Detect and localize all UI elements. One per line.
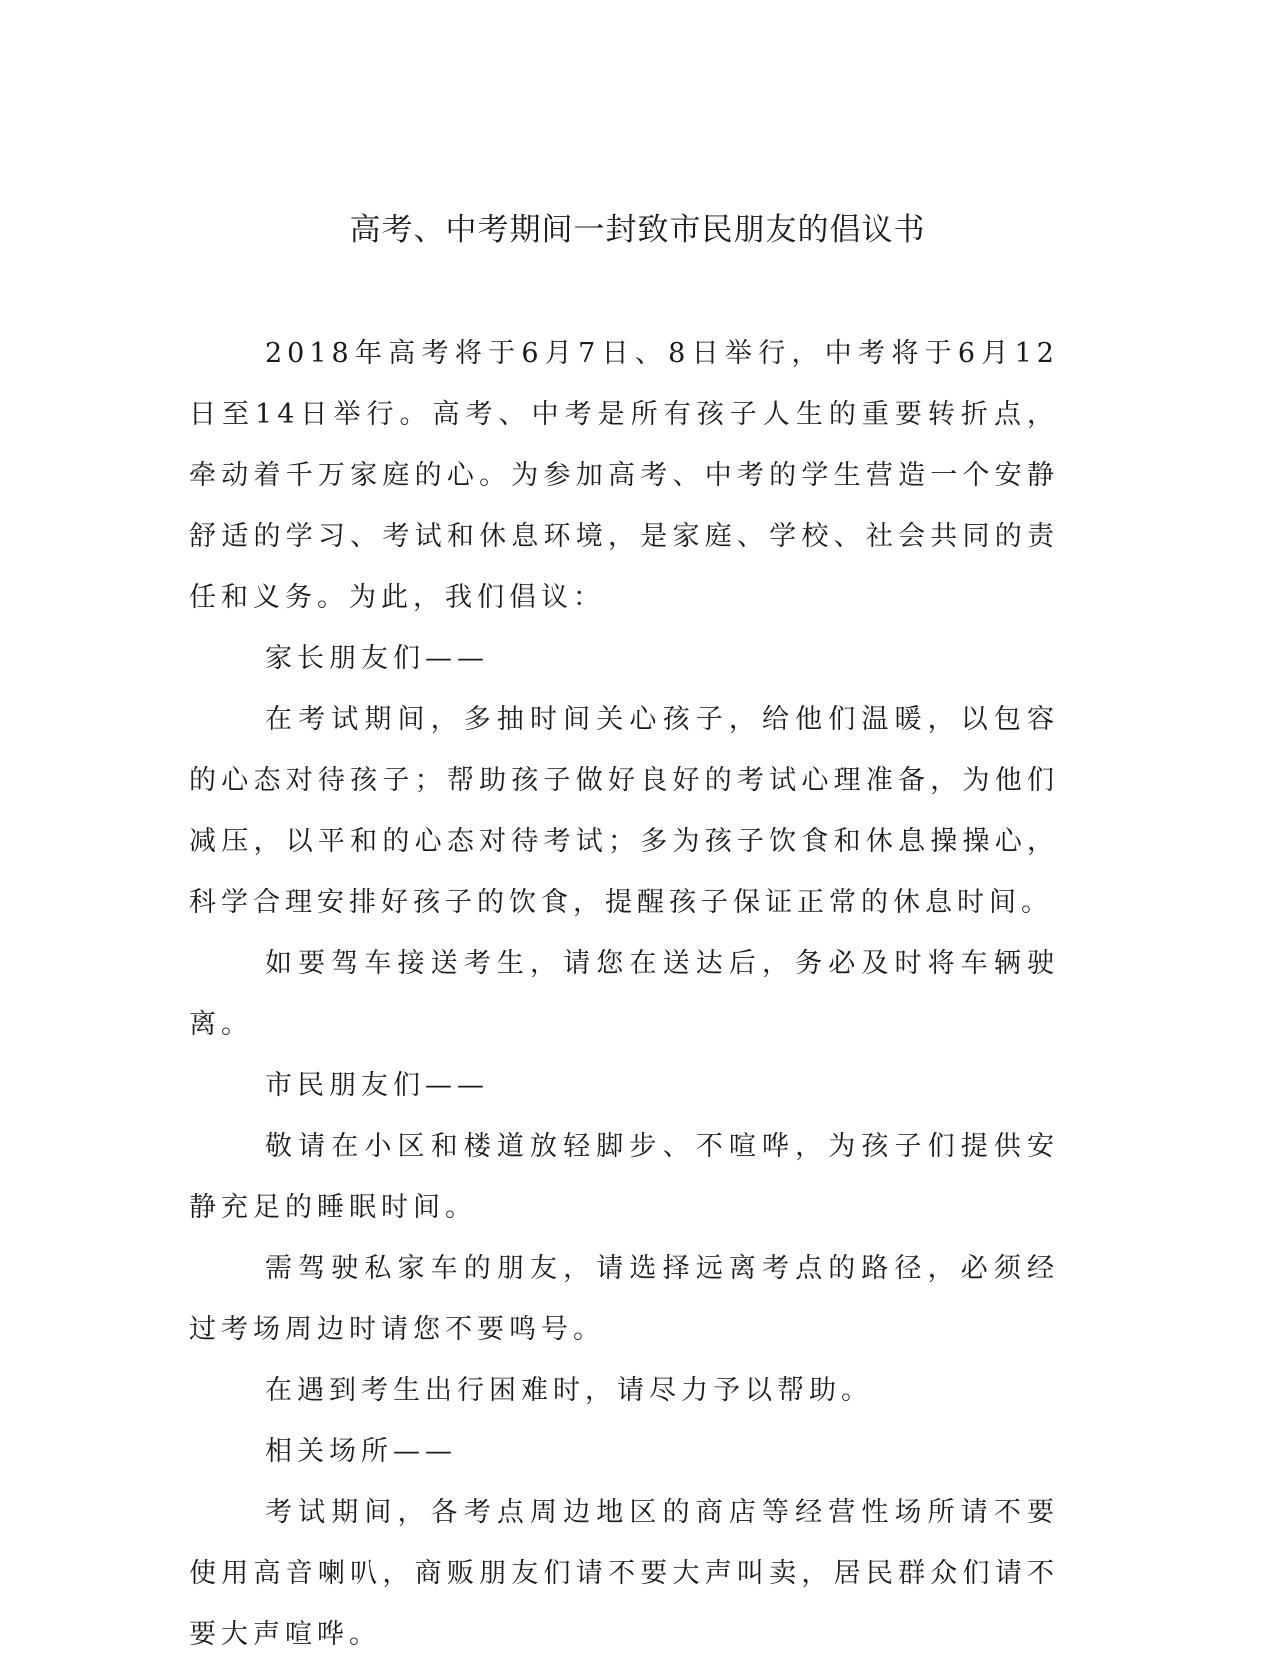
paragraph-citizens-quiet: 敬请在小区和楼道放轻脚步、不喧哗，为孩子们提供安静充足的睡眠时间。 (189, 1131, 1059, 1223)
section-heading-parents: 家长朋友们—— (265, 643, 489, 674)
paragraph-venues-noise: 考试期间，各考点周边地区的商店等经营性场所请不要使用高音喇叭，商贩朋友们请不要大声叫卖，居民群众们请不要大声喧哗。 (189, 1497, 1059, 1650)
paragraph-parents-care: 在考试期间，多抽时间关心孩子，给他们温暖，以包容的心态对待孩子；帮助孩子做好良好的考试心理准备，为他们减压，以平和的心态对待考试；多为孩子饮食和休息操操心，科学合理安排好孩子的饮食，提醒孩子保证正常的休息时间。 (189, 704, 1059, 918)
paragraph-intro: 2018年高考将于6月7日、8日举行，中考将于6月12日至14日举行。高考、中考是所有孩子人生的重要转折点，牵动着千万家庭的心。为参加高考、中考的学生营造一个安静舒适的学习、考试和休息环境，是家庭、学校、社会共同的责任和义务。为此，我们倡议： (189, 338, 1059, 613)
document-body (189, 323, 1059, 1665)
document-title: 高考、中考期间一封致市民朋友的倡议书 (349, 212, 926, 248)
paragraph-citizens-driving: 需驾驶私家车的朋友，请选择远离考点的路径，必须经过考场周边时请您不要鸣号。 (189, 1253, 1059, 1345)
section-heading-citizens: 市民朋友们—— (265, 1070, 489, 1101)
paragraph-parents-driving: 如要驾车接送考生，请您在送达后，务必及时将车辆驶离。 (189, 948, 1059, 1040)
paragraph-citizens-help: 在遇到考生出行困难时，请尽力予以帮助。 (265, 1375, 873, 1406)
section-heading-venues: 相关场所—— (265, 1436, 457, 1467)
